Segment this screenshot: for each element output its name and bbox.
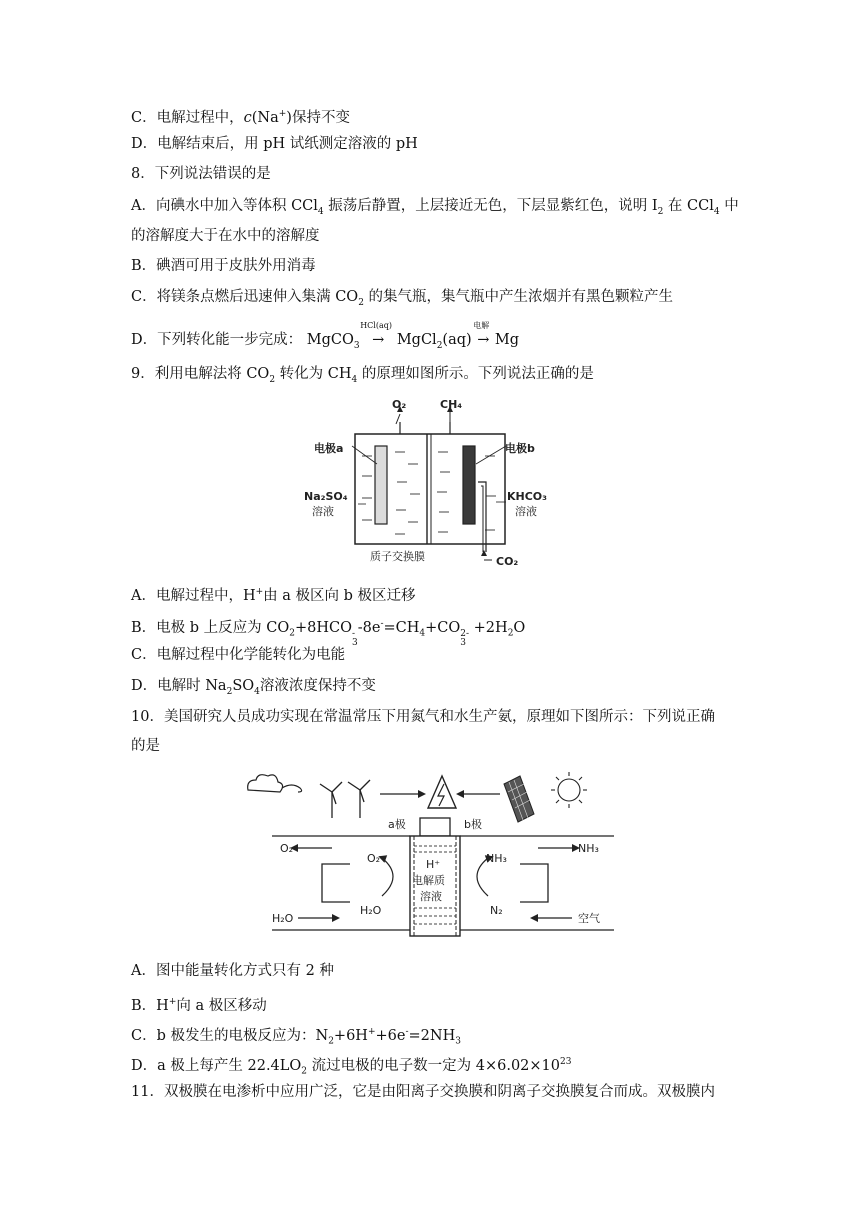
q10-stem-cont: 的是: [131, 738, 160, 754]
solution-label: 溶液: [420, 890, 442, 903]
q9-option-b: B．电极 b 上反应为 $CO_2+8HCO$ - 3 $-8e^-=CH_4+CO$ 2- 3 $+2H_2O$: [131, 619, 526, 648]
nh3-out-label: NH₃: [578, 842, 599, 855]
wind-icon: [282, 785, 302, 792]
q10-option-d: D．a 极上每产生 $22.4LO_2$ 流过电极的电子数一定为 $4\times 6.02\times 10^{23}$: [131, 1057, 572, 1077]
q10-option-c: C．b 极发生的电极反应为：$N_2+6H^++6e^-=2NH_3$: [131, 1027, 461, 1047]
hplus-label: H⁺: [426, 858, 441, 871]
electrode-a: [375, 446, 387, 524]
q10-stem: 10．美国研究人员成功实现在常温常压下用氮气和水生产氨，原理如下图所示：下列说正确: [131, 709, 715, 725]
cloud-icon: [248, 775, 283, 792]
q10-ammonia-figure: [242, 768, 622, 948]
na2so4-solution-label: 溶液: [312, 505, 334, 518]
q8-stem: 8．下列说法错误的是: [131, 166, 271, 182]
membrane-label: 质子交换膜: [370, 550, 425, 563]
q8-option-d: D．下列转化能一步完成： MgCO$_3$ HCl(aq) → MgCl$_2$(aq) 电解 → Mg: [131, 330, 519, 356]
h2o-in-label: H₂O: [360, 904, 382, 917]
electrode-b: [463, 446, 475, 524]
q10-option-a: A．图中能量转化方式只有 2 种: [131, 963, 334, 979]
solar-panel-icon: [504, 776, 534, 822]
q8-option-b: B．碘酒可用于皮肤外用消毒: [131, 258, 316, 274]
h2o-in-arrow-icon: [332, 914, 340, 922]
q8-option-a: A．向碘水中加入等体积 CCl$_4$ 振荡后静置，上层接近无色，下层显紫红色，说明 $I_2$ 在 CCl$_4$ 中: [131, 198, 739, 217]
q11-stem: 11．双极膜在电渗析中应用广泛，它是由阳离子交换膜和阴离子交换膜复合而成。双极膜内: [131, 1084, 715, 1100]
h2o-label: H₂O: [272, 912, 294, 925]
co2-inlet-tube: [478, 482, 486, 552]
wind-turbine-icon: [320, 780, 370, 818]
air-label: 空气: [578, 912, 600, 925]
condition-electrolysis: 电解: [473, 321, 490, 330]
electrode-a-label: 电极a: [314, 442, 344, 455]
condition-hcl: HCl(aq): [360, 321, 392, 330]
na2so4-label: Na₂SO₄: [304, 490, 348, 503]
q9-electrolysis-figure: [300, 394, 560, 570]
q8-option-a-cont: 的溶解度大于在水中的溶解度: [131, 228, 320, 244]
q10-option-b: B．H+向 a 极区移动: [131, 997, 267, 1014]
ch4-label: CH₄: [440, 398, 463, 411]
air-in-arrow-icon: [530, 914, 538, 922]
q7-option-c: C．电解过程中，c(Na+)保持不变: [131, 109, 350, 126]
co2-label: CO₂: [496, 555, 519, 568]
q9-stem: 9．利用电解法将 $CO_2$ 转化为 $CH_4$ 的原理如图所示。下列说法正确的是: [131, 366, 594, 385]
q9-option-a: A．电解过程中，H+由 a 极区向 b 极区迁移: [131, 587, 416, 604]
q7-option-d: D．电解结束后，用 pH 试纸测定溶液的 pH: [131, 136, 418, 152]
q8-option-c: C．将镁条点燃后迅速伸入集满 $CO_2$ 的集气瓶，集气瓶中产生浓烟并有黑色颗粒产生: [131, 289, 674, 308]
power-source-box: [420, 818, 450, 836]
o2-in-label: O₂: [367, 852, 381, 865]
lightning-icon: [428, 776, 456, 808]
arrow-left-icon: [456, 790, 464, 798]
electrode-b-label: 电极b: [505, 442, 535, 455]
o2-label: O₂: [392, 398, 407, 411]
arrow-right-icon: [418, 790, 426, 798]
b-pole-label: b极: [464, 818, 482, 831]
electrolyte-label: 电解质: [412, 874, 445, 887]
sun-icon: [551, 772, 587, 808]
o2-out-label: O₂: [280, 842, 294, 855]
q9-option-d: D．电解时 $Na_2SO_4$溶液浓度保持不变: [131, 678, 376, 697]
q9-option-c: C．电解过程中化学能转化为电能: [131, 647, 346, 663]
khco3-solution-label: 溶液: [515, 505, 537, 518]
n2-label: N₂: [490, 904, 503, 917]
nh3-in-label: NH₃: [486, 852, 507, 865]
khco3-label: KHCO₃: [507, 490, 547, 503]
a-pole-label: a极: [388, 818, 406, 831]
